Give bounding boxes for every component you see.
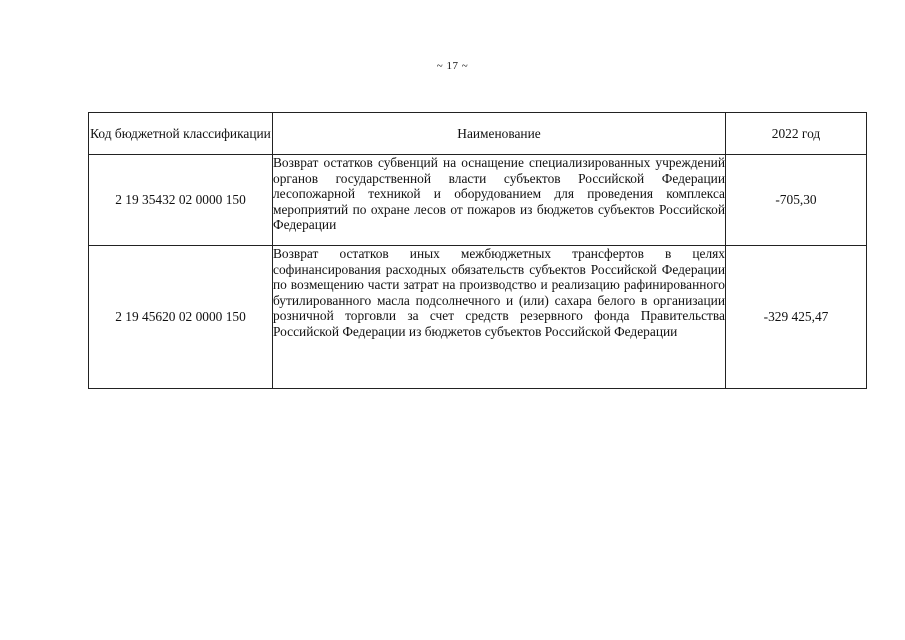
row-name: Возврат остатков иных межбюджетных трансфертов в целях софинансирования расходных обязательств субъектов Российской Федерации по возмещению части затрат на производство и реализацию рафинированного бутилированного масла подсолнечного и (или) сахара белого в организации розничной торговли за счет средств резервного фонда Правительства Российской Федерации из бюджетов субъектов Российской Федерации	[273, 246, 726, 389]
header-year: 2022 год	[726, 113, 867, 155]
table-header-row	[89, 113, 867, 155]
budget-classification-table	[88, 112, 867, 389]
row-code: 2 19 45620 02 0000 150	[89, 246, 273, 389]
header-code: Код бюджетной классификации	[89, 113, 273, 155]
page-number: ~ 17 ~	[436, 60, 469, 72]
row-code: 2 19 35432 02 0000 150	[89, 155, 273, 246]
row-name: Возврат остатков субвенций на оснащение специализированных учреждений органов государственной власти субъектов Российской Федерации лесопожарной техникой и оборудованием для проведения комплекса мероприятий по охране лесов от пожаров из бюджетов субъектов Российской Федерации	[273, 155, 726, 246]
row-amount: -329 425,47	[726, 246, 867, 389]
table-row	[89, 246, 867, 389]
row-amount: -705,30	[726, 155, 867, 246]
table-row	[89, 155, 867, 246]
header-name: Наименование	[273, 113, 726, 155]
